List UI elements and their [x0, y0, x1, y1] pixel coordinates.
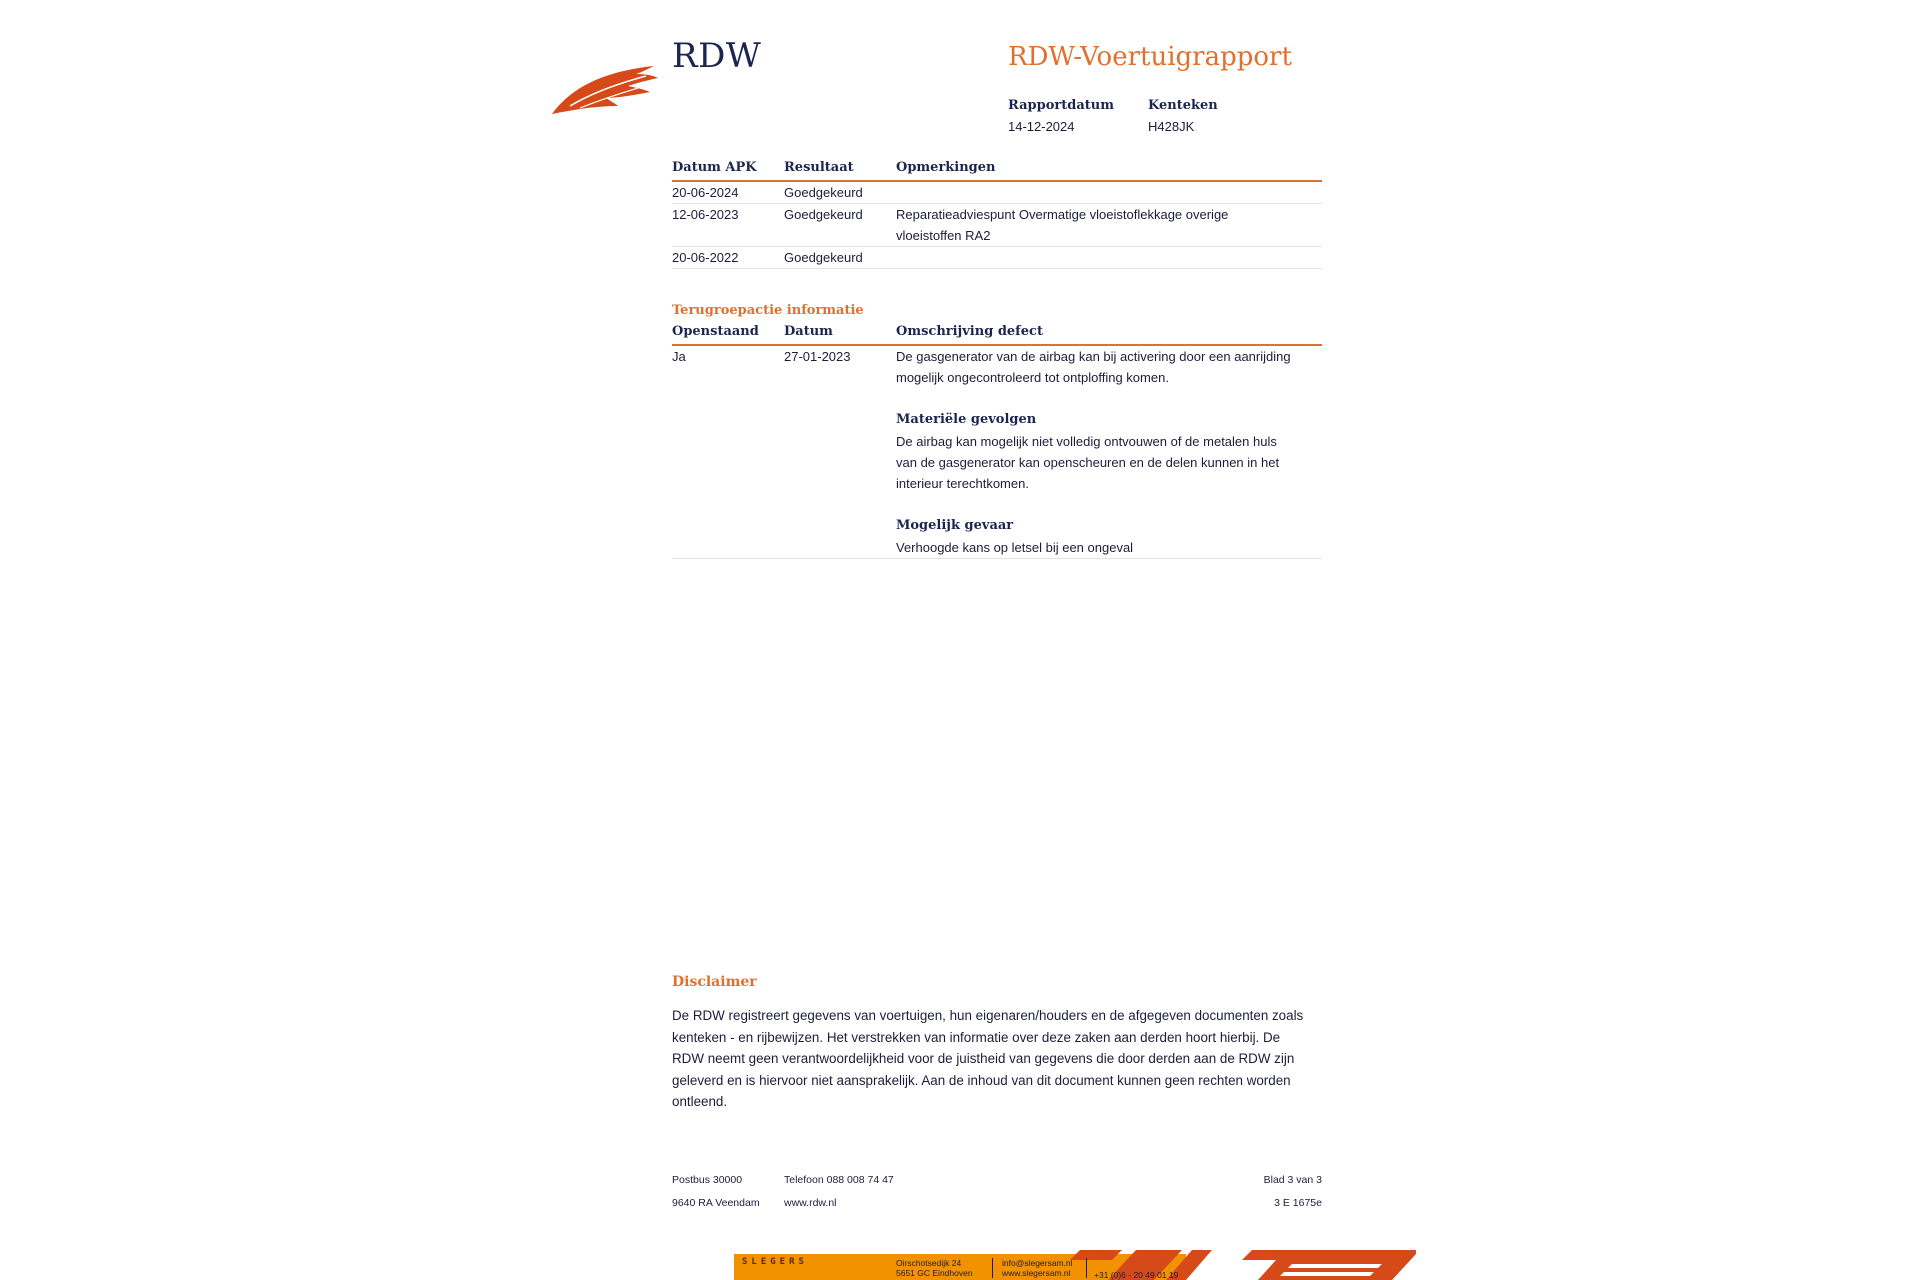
apk-datum: 12-06-2023	[672, 207, 739, 222]
gevolgen-line: De airbag kan mogelijk niet volledig ontvouwen of de metalen huls	[896, 434, 1277, 449]
footer-blad: Blad 3 van 3	[1263, 1174, 1322, 1186]
recall-defect-line: mogelijk ongecontroleerd tot ontploffing komen.	[896, 370, 1169, 385]
table-row	[672, 182, 1322, 204]
recall-col-omschrijving: Omschrijving defect	[896, 324, 1043, 339]
report-title: RDW-Voertuigrapport	[1008, 42, 1292, 72]
table-row	[672, 247, 1322, 269]
footer-telefoon: Telefoon 088 008 74 47	[784, 1174, 894, 1186]
footer-website[interactable]: www.rdw.nl	[784, 1197, 837, 1209]
disclaimer-line: RDW neemt geen verantwoordelijkheid voor de juistheid van gegevens die door derden aan de RDW zijn	[672, 1051, 1295, 1066]
table-row	[672, 204, 1322, 247]
rdw-wing-logo-icon	[550, 58, 660, 116]
apk-col-datum: Datum APK	[672, 160, 757, 175]
recall-defect-line: De gasgenerator van de airbag kan bij activering door een aanrijding	[896, 349, 1291, 364]
apk-col-opmerkingen: Opmerkingen	[896, 160, 996, 175]
footer-plaats: 9640 RA Veendam	[672, 1197, 760, 1209]
recall-openstaand: Ja	[672, 349, 686, 364]
apk-datum: 20-06-2022	[672, 250, 739, 265]
disclaimer-line: geleverd en is hiervoor niet aansprakelijk. Aan de inhoud van dit document kunnen geen rechten worden	[672, 1072, 1291, 1088]
banner-address-2: 5651 GC Eindhoven	[896, 1268, 973, 1278]
banner-address-1: Oirschotsedijk 24	[896, 1258, 962, 1268]
gevolgen-line: van de gasgenerator kan openscheuren en de delen kunnen in het	[896, 455, 1280, 470]
recall-col-openstaand: Openstaand	[672, 324, 759, 339]
brand-name: RDW	[672, 36, 762, 76]
disclaimer-text	[672, 1005, 1327, 1113]
disclaimer-line: De RDW registreert gegevens van voertuigen, hun eigenaren/houders en de afgegeven documenten zoals	[672, 1008, 1304, 1023]
table-row	[672, 346, 1322, 559]
gevolgen-title: Materiële gevolgen	[896, 412, 1037, 427]
gevolgen-line: interieur terechtkomen.	[896, 476, 1029, 491]
apk-table-header	[672, 158, 1322, 182]
apk-opmerking-line: vloeistoffen RA2	[896, 228, 991, 243]
apk-datum: 20-06-2024	[672, 185, 739, 200]
footer-postbus: Postbus 30000	[672, 1174, 743, 1186]
disclaimer-title: Disclaimer	[672, 974, 757, 990]
recall-table	[672, 322, 1322, 559]
apk-resultaat: Goedgekeurd	[784, 185, 863, 200]
gevaar-title: Mogelijk gevaar	[896, 518, 1014, 533]
apk-table	[672, 158, 1322, 269]
disclaimer-line: kenteken - en rijbewijzen. Het verstrekken van informatie over deze zaken aan derden hoort hierbij. De	[672, 1029, 1281, 1045]
recall-section-title: Terugroepactie informatie	[672, 303, 864, 318]
banner-phone: +31 (0)6 - 20 49 01 19	[1094, 1270, 1179, 1280]
recall-datum: 27-01-2023	[784, 349, 851, 364]
kenteken-label: Kenteken	[1148, 98, 1218, 113]
banner-web[interactable]: www.slegersam.nl	[1002, 1268, 1071, 1278]
banner-email[interactable]: info@slegersam.nl	[1002, 1258, 1073, 1268]
disclaimer-line: ontleend.	[672, 1094, 728, 1109]
recall-table-header	[672, 322, 1322, 346]
banner-brand: SLEGERS	[742, 1257, 808, 1267]
apk-resultaat: Goedgekeurd	[784, 250, 863, 265]
rapportdatum-label: Rapportdatum	[1008, 98, 1114, 113]
rapportdatum-value: 14-12-2024	[1008, 119, 1075, 134]
gevaar-line: Verhoogde kans op letsel bij een ongeval	[896, 540, 1134, 555]
banner-divider	[1086, 1258, 1087, 1278]
footer-code: 3 E 1675e	[1274, 1197, 1322, 1209]
apk-col-resultaat: Resultaat	[784, 160, 854, 175]
recall-col-datum: Datum	[784, 324, 833, 339]
apk-resultaat: Goedgekeurd	[784, 207, 863, 222]
banner-divider	[992, 1258, 993, 1278]
kenteken-value: H428JK	[1148, 119, 1195, 134]
apk-opmerking-line: Reparatieadviespunt Overmatige vloeistoflekkage overige	[896, 207, 1229, 222]
